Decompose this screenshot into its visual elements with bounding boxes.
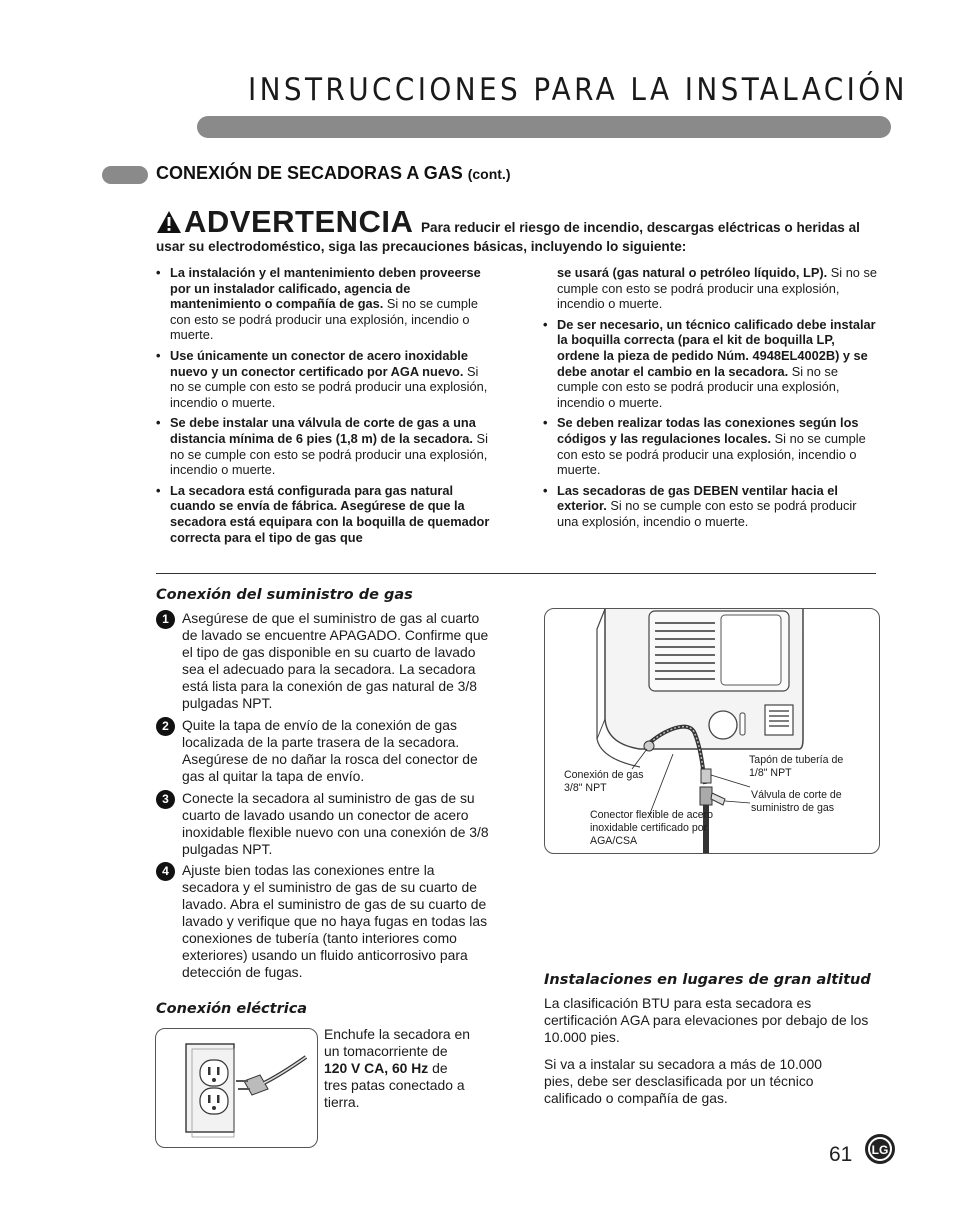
electrical-text-after: de tres patas conectado a tierra. (324, 1060, 465, 1110)
page-title: INSTRUCCIONES PARA LA INSTALACIÓN (248, 72, 908, 108)
step-number: 2 (156, 717, 175, 736)
lg-logo-icon (864, 1133, 896, 1165)
step-number: 3 (156, 790, 175, 809)
section-title-text: CONEXIÓN DE SECADORAS A GAS (156, 163, 463, 183)
warning-word: ADVERTENCIA (184, 204, 414, 239)
electrical-voltage: 120 V CA, 60 Hz (324, 1060, 429, 1076)
list-item-continuation: se usará (gas natural o petróleo líquido, LP). Si no se cumple con esto se podrá producir una explosión, incendio o muerte. (557, 265, 877, 312)
electrical-text (324, 1026, 474, 1111)
gas-connection-diagram (544, 608, 880, 854)
step-1 (156, 610, 491, 712)
step-text: Quite la tapa de envío de la conexión de gas localizada de la parte trasera de la secadora. Asegúrese de no dañar la rosca del conector de gas al quitar la tapa de envío. (182, 717, 478, 784)
label-flex-connector: Conector flexible de acero inoxidable certificado por AGA/CSA (590, 809, 714, 847)
altitude-paragraph-2: Si va a instalar su secadora a más de 10.000 pies, debe ser desclasificada por un técnico calificado o compañía de gas. (544, 1056, 822, 1106)
step-text: Asegúrese de que el suministro de gas al cuarto de lavado se encuentre APAGADO. Confirme que el tipo de gas disponible en su cuarto de lavado sea el adecuado para la secadora. La secadora está lista para la conexión de gas natural de 3/8 pulgadas NPT. (182, 610, 489, 711)
divider (156, 573, 876, 574)
gas-supply-heading: Conexión del suministro de gas (156, 587, 413, 603)
warning-list-left (156, 265, 490, 550)
warning-header (156, 204, 876, 256)
list-item: • Se deben realizar todas las conexiones según los códigos y las regulaciones locales. Si no se cumple con esto se podrá producir una explosión, incendio o muerte. (543, 415, 879, 477)
warning-triangle-icon (156, 210, 182, 238)
list-item: • La instalación y el mantenimiento deben proveerse por un instalador calificado, agencia de mantenimiento o compañía de gas. Si no se cumple con esto se podrá producir una explosión, incendio o muerte. (156, 265, 490, 343)
step-3 (156, 790, 491, 858)
electrical-text-before: Enchufe la secadora en un tomacorriente de (324, 1026, 470, 1059)
list-item: • De ser necesario, un técnico calificado debe instalar la boquilla correcta (para el kit de boquilla LP, ordene la pieza de pedido Núm. 4948EL4002B) y se debe anotar el cambio en la secadora. Si no se cumple con esto se podrá producir una explosión, incendio o muerte. (543, 317, 879, 411)
warning-intro: Para reducir el riesgo de incendio, descargas eléctricas o heridas al usar su electrodoméstico, siga las precauciones básicas, incluyendo lo siguiente: (156, 220, 860, 254)
section-title (156, 163, 510, 184)
list-item: • Se debe instalar una válvula de corte de gas a una distancia mínima de 6 pies (1,8 m) de la secadora. Si no se cumple con esto se podrá producir una explosión, incendio o muerte. (156, 415, 490, 477)
outlet-plug-illustration (156, 1029, 317, 1147)
step-number: 4 (156, 862, 175, 881)
electrical-heading: Conexión eléctrica (156, 1001, 308, 1017)
label-shutoff-valve: Válvula de corte de suministro de gas (751, 789, 842, 814)
list-item: • Las secadoras de gas DEBEN ventilar hacia el exterior. Si no se cumple con esto se podrá producir una explosión, incendio o muerte. (543, 483, 879, 530)
section-title-suffix: (cont.) (467, 166, 511, 182)
outlet-diagram (155, 1028, 318, 1148)
label-gas-connection: Conexión de gas 3/8" NPT (564, 769, 644, 794)
page-number: 61 (829, 1143, 853, 1166)
section-pill (102, 166, 148, 184)
lg-logo-text: LG (871, 1143, 889, 1157)
step-number: 1 (156, 610, 175, 629)
warning-line (156, 204, 860, 254)
altitude-heading: Instalaciones en lugares de gran altitud (544, 972, 871, 988)
label-pipe-cap: Tapón de tubería de 1/8" NPT (749, 754, 844, 779)
title-bar (197, 116, 891, 138)
list-item: • Use únicamente un conector de acero inoxidable nuevo y un conector certificado por AGA nuevo. Si no se cumple con esto se podrá producir una explosión, incendio o muerte. (156, 348, 490, 410)
list-item: • La secadora está configurada para gas natural cuando se envía de fábrica. Asegúrese de que la secadora está equipara con la boquilla de quemador correcta para el tipo de gas que (156, 483, 490, 545)
step-4 (156, 862, 491, 981)
step-text: Ajuste bien todas las conexiones entre la secadora y el suministro de gas de su cuarto de lavado. Abra el suministro de gas de su cuarto de lavado y verifique que no haya fugas en todas las conexiones de tubería (tanto interiores como exteriores) usando un fluido anticorrosivo para detección de fugas. (182, 862, 488, 980)
step-2 (156, 717, 491, 785)
step-text: Conecte la secadora al suministro de gas de su cuarto de lavado usando un conector de acero inoxidable flexible nuevo con una conexión de 3/8 pulgadas NPT. (182, 790, 489, 857)
warning-list-right (543, 265, 879, 535)
altitude-paragraph-1: La clasificación BTU para esta secadora es certificación AGA para elevaciones por debajo de los 10.000 pies. (544, 995, 869, 1045)
